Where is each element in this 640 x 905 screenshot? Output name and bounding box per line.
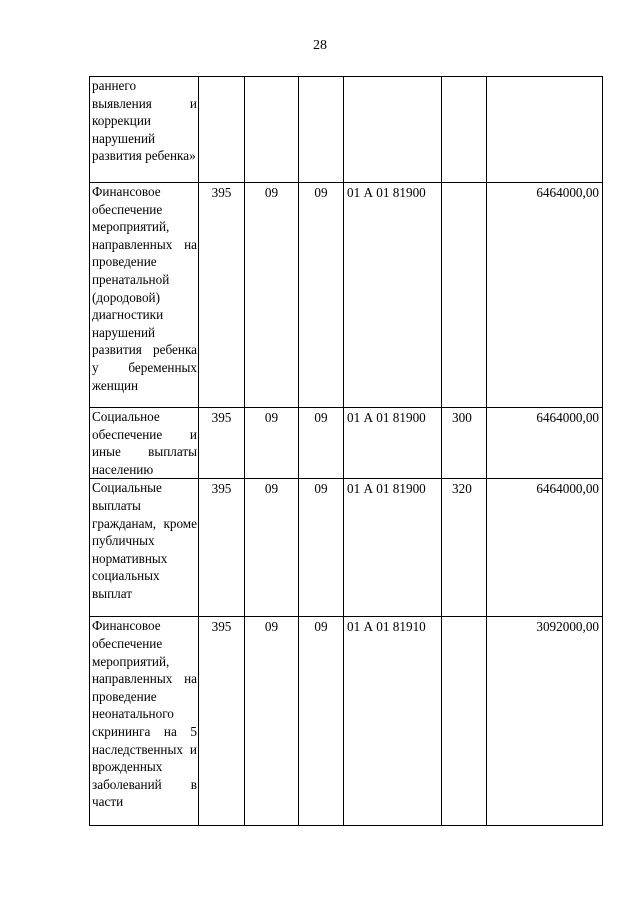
row-name-cell: Финансовое обеспечение мероприятий, направленных на проведение пренатальной (дородовой) диагностики нарушений развития ребенка у беременных женщин: [90, 183, 199, 408]
target-article-cell: 01 А 01 81910: [344, 617, 442, 826]
grbs-cell: 395: [199, 183, 245, 408]
table-row: [90, 408, 603, 479]
expense-type-cell: [442, 183, 487, 408]
expense-type-cell: 300: [442, 408, 487, 479]
target-article-cell: 01 А 01 81900: [344, 408, 442, 479]
amount-cell: 3092000,00: [487, 617, 603, 826]
target-article-cell: 01 А 01 81900: [344, 479, 442, 617]
amount-cell: 6464000,00: [487, 479, 603, 617]
grbs-cell: 395: [199, 617, 245, 826]
row-name-cell: Социальные выплаты гражданам, кроме публичных нормативных социальных выплат: [90, 479, 199, 617]
target-article-cell: 01 А 01 81900: [344, 183, 442, 408]
budget-table: [89, 76, 603, 826]
section-cell: 09: [245, 408, 299, 479]
expense-type-cell: [442, 77, 487, 183]
target-article-cell: [344, 77, 442, 183]
subsection-cell: 09: [299, 479, 344, 617]
table-row: [90, 479, 603, 617]
grbs-cell: 395: [199, 479, 245, 617]
subsection-cell: 09: [299, 408, 344, 479]
row-name-cell: Финансовое обеспечение мероприятий, направленных на проведение неонатального скрининга на 5 наследственных и врожденных заболеваний в части: [90, 617, 199, 826]
expense-type-cell: 320: [442, 479, 487, 617]
row-name-cell: раннего выявления и коррекции нарушений развития ребенка»: [90, 77, 199, 183]
amount-cell: [487, 77, 603, 183]
section-cell: 09: [245, 617, 299, 826]
expense-type-cell: [442, 617, 487, 826]
table-row: [90, 77, 603, 183]
page-number: 28: [313, 38, 327, 53]
table-row: [90, 183, 603, 408]
subsection-cell: 09: [299, 183, 344, 408]
table-row: [90, 617, 603, 826]
grbs-cell: [199, 77, 245, 183]
amount-cell: 6464000,00: [487, 183, 603, 408]
row-name-cell: Социальное обеспечение и иные выплаты населению: [90, 408, 199, 479]
amount-cell: 6464000,00: [487, 408, 603, 479]
subsection-cell: 09: [299, 617, 344, 826]
section-cell: 09: [245, 183, 299, 408]
subsection-cell: [299, 77, 344, 183]
section-cell: [245, 77, 299, 183]
grbs-cell: 395: [199, 408, 245, 479]
section-cell: 09: [245, 479, 299, 617]
